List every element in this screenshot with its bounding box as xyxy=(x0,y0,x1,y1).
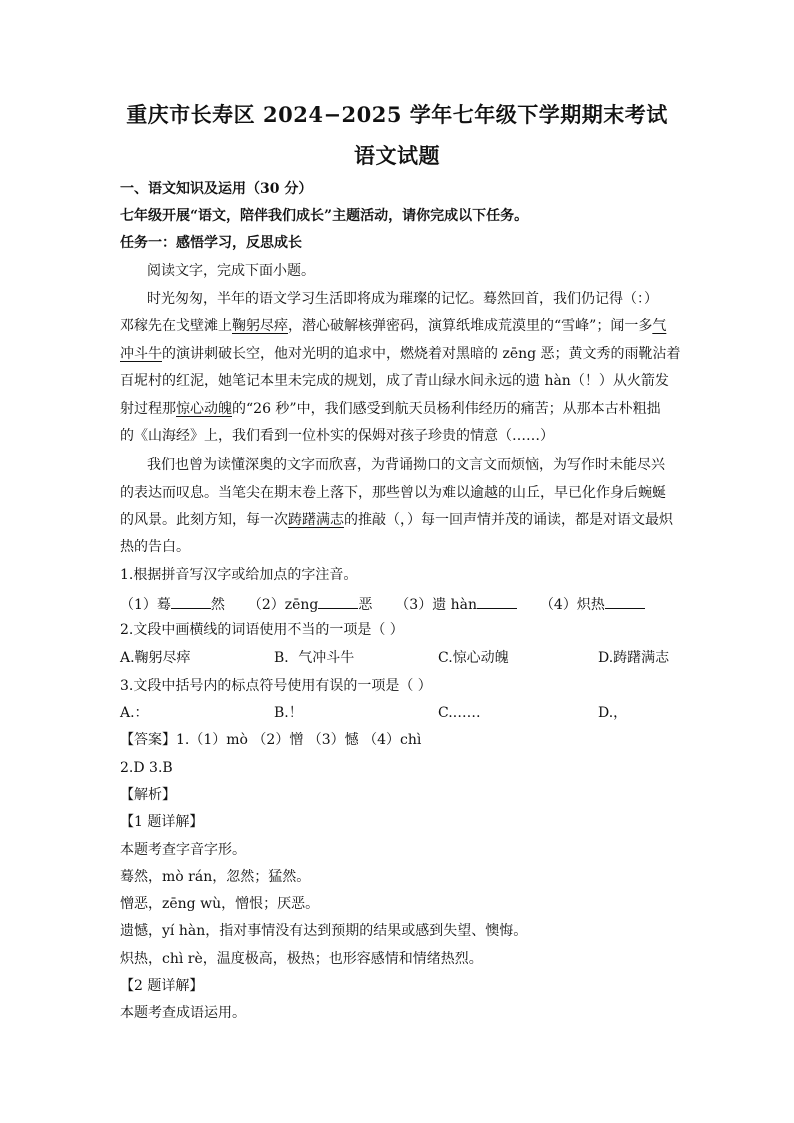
answer-blank[interactable] xyxy=(318,594,358,609)
option-c[interactable]: C.惊心动魄 xyxy=(438,650,509,666)
detail-text: 本题考查成语运用。 xyxy=(120,1005,246,1021)
item-1-suffix: 然 xyxy=(210,597,225,613)
passage-line: 时光匆匆，半年的语文学习生活即将成为璀璨的记忆。蓦然回首，我们仍记得（：） xyxy=(147,291,658,307)
passage-line: 百坭村的红泥，她笔记本里未完成的规划，成了青山绿水间永远的遗 hàn（！）从火箭发 xyxy=(120,373,669,389)
passage-line: 热的告白。 xyxy=(120,539,190,555)
detail-heading: 【2 题详解】 xyxy=(120,978,204,994)
question-1-items xyxy=(120,594,680,614)
answer-line: 2.D 3.B xyxy=(120,760,173,776)
passage-line xyxy=(120,317,680,335)
task-heading: 任务一：感悟学习，反思成长 xyxy=(120,235,302,251)
underlined-idiom: 鞠躬尽瘁 xyxy=(232,318,288,334)
item-1-label: （1）蓦 xyxy=(120,597,171,613)
analysis-heading: 【解析】 xyxy=(120,787,176,803)
detail-text: 炽热，chì rè，温度极高，极热；也形容感情和情绪热烈。 xyxy=(120,951,483,967)
passage-text: 的“26 秒”中，我们感受到航天员杨利伟经历的痛苦；从那本古朴粗拙 xyxy=(232,401,661,417)
answer-line: 【答案】1.（1）mò （2）憎 （3）憾 （4）chì xyxy=(120,732,422,748)
question-1: 1.根据拼音写汉字或给加点的字注音。 xyxy=(120,567,358,583)
passage-line xyxy=(120,511,680,529)
detail-text: 遗憾，yí hàn，指对事情没有达到预期的结果或感到失望、懊悔。 xyxy=(120,923,528,939)
detail-text: 本题考查字音字形。 xyxy=(120,842,246,858)
question-2: 2.文段中画横线的词语使用不当的一项是（ ） xyxy=(120,622,404,638)
item-2-label: （2）zēng xyxy=(247,597,319,613)
passage-text: 邓稼先在戈壁滩上 xyxy=(120,318,232,334)
option-c[interactable]: C.…… xyxy=(438,705,481,721)
detail-text: 憎恶，zēng wù，憎恨；厌恶。 xyxy=(120,896,320,912)
activity-intro: 七年级开展“语文，陪伴我们成长”主题活动，请你完成以下任务。 xyxy=(120,208,529,224)
question-3: 3.文段中括号内的标点符号使用有误的一项是（ ） xyxy=(120,678,432,694)
passage-text: 射过程那 xyxy=(120,401,176,417)
passage-text: ，潜心破解核弹密码，演算纸堆成荒漠里的“雪峰”；闻一多 xyxy=(288,318,653,334)
detail-text: 蓦然，mò rán，忽然；猛然。 xyxy=(120,869,311,885)
answer-blank[interactable] xyxy=(171,594,211,609)
item-3-label: （3）遗 hàn xyxy=(395,597,478,613)
item-2-suffix: 恶 xyxy=(358,597,373,613)
detail-heading: 【1 题详解】 xyxy=(120,814,204,830)
passage-line xyxy=(120,345,680,363)
underlined-idiom: 惊心动魄 xyxy=(176,401,232,417)
option-a[interactable]: A.鞠躬尽瘁 xyxy=(120,650,191,666)
option-d[interactable]: D.， xyxy=(598,705,628,721)
answer-blank[interactable] xyxy=(477,594,517,609)
underlined-idiom: 冲斗牛 xyxy=(120,346,162,362)
item-4-label: （4）炽热 xyxy=(539,597,605,613)
page-title: 重庆市长寿区 2024−2025 学年七年级下学期期末考试 xyxy=(126,102,668,127)
option-b[interactable]: B.！ xyxy=(274,705,303,721)
underlined-idiom: 踌躇满志 xyxy=(288,512,344,528)
passage-line xyxy=(120,400,680,418)
page-subtitle: 语文试题 xyxy=(354,143,440,168)
passage-line: 我们也曾为读懂深奥的文字而欣喜，为背诵拗口的文言文而烦恼，为写作时未能尽兴 xyxy=(147,457,665,473)
passage-text: 的推敲（，）每一回声情并茂的诵读，都是对语文最炽 xyxy=(344,512,673,528)
section-heading: 一、语文知识及运用（30 分） xyxy=(120,181,313,197)
passage-line: 的表达而叹息。当笔尖在期末卷上落下，那些曾以为难以逾越的山丘，早已化作身后蜿蜒 xyxy=(120,485,666,501)
option-d[interactable]: D.踌躇满志 xyxy=(598,650,670,666)
option-a[interactable]: A.： xyxy=(120,705,149,721)
option-b[interactable]: B．气冲斗牛 xyxy=(274,650,355,666)
passage-text: 的演讲刺破长空，他对光明的追求中，燃烧着对黑暗的 zēng 恶；黄文秀的雨靴沾着 xyxy=(162,346,681,362)
passage-text: 的风景。此刻方知，每一次 xyxy=(120,512,288,528)
passage-line: 的《山海经》上，我们看到一位朴实的保姆对孩子珍贵的情意（……） xyxy=(120,428,554,444)
answer-blank[interactable] xyxy=(605,594,645,609)
underlined-idiom: 气 xyxy=(652,318,667,334)
reading-instruction: 阅读文字，完成下面小题。 xyxy=(147,263,315,279)
